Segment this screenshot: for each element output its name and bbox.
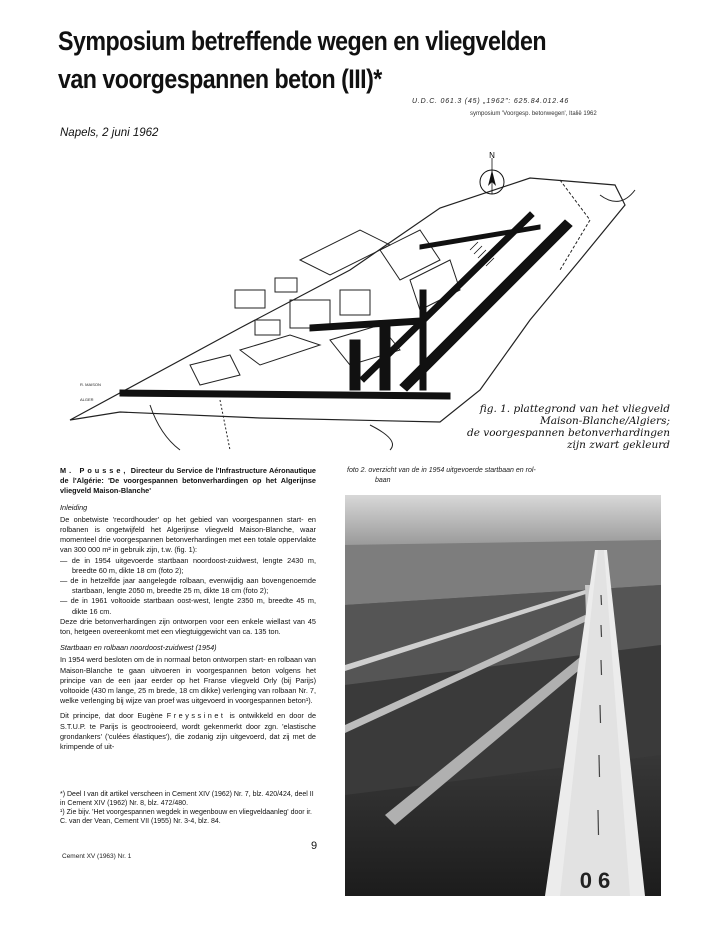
caption-line: fig. 1. plattegrond van het vliegveld — [479, 403, 670, 415]
list-item: — de in 1961 voltooide startbaan oost-west, lengte 2350 m, breedte 45 m, dikte 16 cm. — [60, 596, 316, 616]
symposium-reference: symposium 'Voorgesp. betonwegen', Italië 1962 — [470, 111, 597, 117]
map-label-city: ALGER — [80, 397, 94, 402]
author-name: M. Pousse, — [60, 466, 129, 475]
author-line — [60, 466, 316, 497]
section-heading-inleiding: Inleiding — [60, 502, 88, 512]
runway-number-marking: 0 6 — [579, 868, 611, 893]
footnotes — [60, 790, 316, 826]
section-heading-runway-1954: Startbaan en rolbaan noordoost-zuidwest (1954) — [60, 643, 217, 653]
map-label-road: R. MAISON — [80, 382, 101, 387]
list-item: — de in hetzelfde jaar aangelegde rolbaan, evenwijdig aan bovengenoemde startbaan, lengte 2050 m, breedte 25 m, dikte 18 cm (foto 2); — [60, 576, 316, 596]
principle-text-b: is ontwikkeld en door de S.T.U.P. te Parijs is geoctrooieerd, wordt gekenmerkt door zgn. 'elastische grondankers' ('culées élastiques'), die zodanig zijn uitgevoerd, dat zij met de krimpende of uit- — [60, 711, 317, 752]
author-affiliation: Directeur du Service de l'Infrastructure Aéronautique de l'Algérie: 'De voorgespannen betonverhardingen op het Algerijnse vliegveld Maison-Blanche' — [60, 466, 316, 496]
photo-caption-line: baan — [375, 477, 391, 484]
caption-line: de voorgespannen betonverhardingen — [467, 427, 670, 439]
footnote-1: *) Deel I van dit artikel verscheen in Cement XIV (1962) Nr. 7, blz. 420/424, deel II in Cement XIV (1962) Nr. 8, blz. 472/480. — [60, 791, 314, 807]
place-date: Napels, 2 juni 1962 — [60, 127, 159, 139]
aerial-runway-photo — [345, 495, 661, 896]
list-item: — de in 1954 uitgevoerde startbaan noordoost-zuidwest, lengte 2430 m, breedte 60 m, dikte 18 cm (foto 2); — [60, 555, 316, 575]
paragraph-intro: De onbetwiste 'recordhouder' op het gebied van voorgespannen start- en rolbanen is ongetwijfeld het Algerijnse vliegveld Maison-Blanche, waar momenteel drie voorgespannen betonverhardingen met een totale oppervlakte van 300 000 m² in gebruik zijn, t.w. (fig. 1): — [60, 514, 316, 555]
freyssinet-name: Freyssinet — [166, 711, 226, 721]
paragraph-principle — [60, 711, 316, 752]
photo-caption-line: foto 2. overzicht van de in 1954 uitgevoerde startbaan en rol- — [347, 467, 536, 474]
paragraph-wheel-load: Deze drie betonverhardingen zijn ontworpen voor een enkele wiellast van 45 ton, hetgeen overeenkomt met een vliegtuiggewicht van ca. 135 ton. — [60, 616, 316, 637]
article-title — [58, 22, 591, 98]
footnote-2: ¹) Zie bijv. 'Het voorgespannen wegdek in wegenbouw en vliegveldaanleg' door ir. C. van der Vean, Cement VII (1955) Nr. 3-4, blz. 84. — [60, 809, 312, 825]
title-line-2: van voorgespannen beton (III)* — [58, 64, 382, 94]
principle-text-a: Dit principe, dat door Eugène — [60, 711, 167, 721]
north-label: N — [489, 151, 495, 160]
udc-code: U.D.C. 061.3 (45) „1962": 625.84.012.46 — [412, 98, 570, 105]
title-line-1: Symposium betreffende wegen en vliegvelden — [58, 26, 547, 56]
caption-line: Maison-Blanche/Algiers; — [539, 415, 670, 427]
caption-line: zijn zwart gekleurd — [567, 439, 670, 451]
page-number: 9 — [311, 840, 318, 852]
figure-1-caption — [450, 403, 670, 451]
photo-2-caption — [347, 466, 597, 486]
journal-reference: Cement XV (1963) Nr. 1 — [62, 853, 132, 860]
article-text-column — [60, 466, 316, 752]
paragraph-1954: In 1954 werd besloten om de in normaal beton ontworpen start- en rolbaan van Maison-Blanche te gaan uitvoeren in voorgespannen beton volgens het principe van de een jaar eerder op het Franse vliegveld Orly (bij Parijs) voltooide (430 m lange, 25 m brede, 18 cm dikke) verlenging van rolbaan Nr. 7, welke verlenging bij wijze van proef was uitgevoerd in voorgespannen beton¹). — [60, 655, 316, 706]
